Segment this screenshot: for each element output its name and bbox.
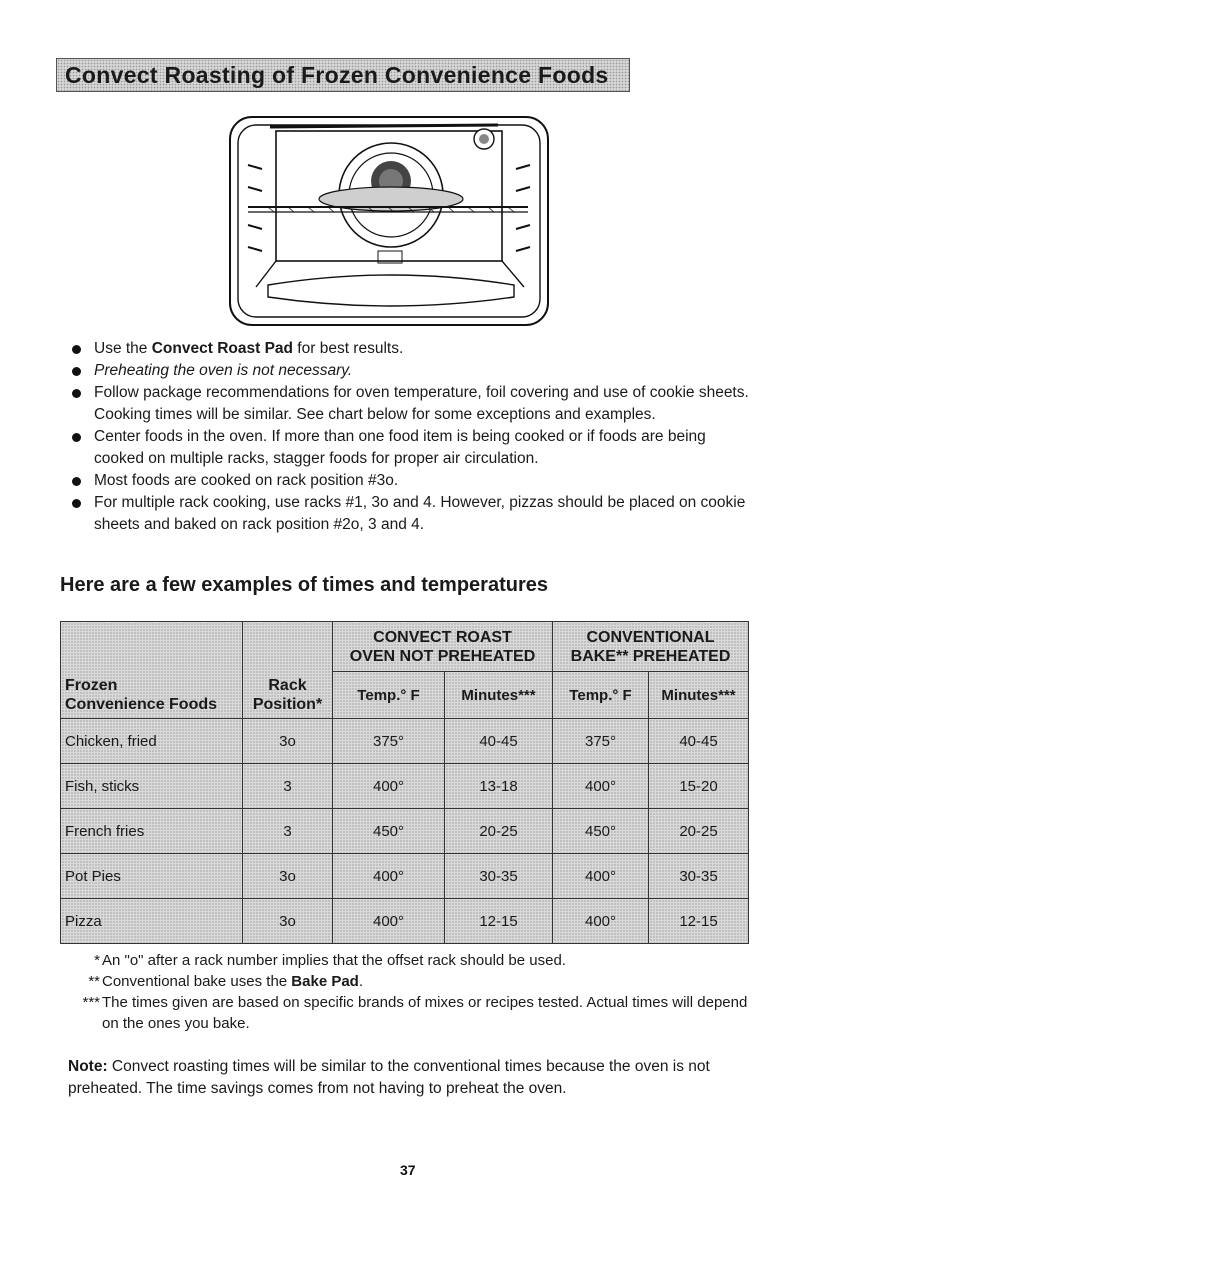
header-minutes-convect: Minutes***: [445, 672, 553, 719]
header-temp-convect: Temp.° F: [333, 672, 445, 719]
header-convect-roast: CONVECT ROAST OVEN NOT PREHEATED: [333, 622, 553, 672]
cell-rack: 3o: [243, 899, 333, 944]
cell-temp-conventional: 400°: [553, 854, 649, 899]
header-minutes-conventional: Minutes***: [649, 672, 749, 719]
note-text: Convect roasting times will be similar to the conventional times because the oven is not preheated. The time savings comes from not having to preheat the oven.: [68, 1058, 710, 1097]
cell-food: Fish, sticks: [61, 764, 243, 809]
list-item: Use the Convect Roast Pad for best results.: [70, 338, 750, 360]
cell-food: French fries: [61, 809, 243, 854]
times-table: [60, 621, 749, 944]
cell-food: Chicken, fried: [61, 719, 243, 764]
cell-temp-convect: 400°: [333, 764, 445, 809]
cell-minutes-convect: 40-45: [445, 719, 553, 764]
cell-minutes-conventional: 30-35: [649, 854, 749, 899]
cell-minutes-conventional: 12-15: [649, 899, 749, 944]
cell-food: Pot Pies: [61, 854, 243, 899]
list-item: Preheating the oven is not necessary.: [70, 360, 750, 382]
cell-minutes-convect: 20-25: [445, 809, 553, 854]
cell-minutes-convect: 30-35: [445, 854, 553, 899]
list-item: For multiple rack cooking, use racks #1, 3o and 4. However, pizzas should be placed on cookie sheets and baked on rack position #2o, 3 and 4.: [70, 492, 750, 536]
cell-rack: 3o: [243, 854, 333, 899]
cell-rack: 3: [243, 809, 333, 854]
table-row: [61, 854, 749, 899]
table-row: [61, 899, 749, 944]
note-label: Note:: [68, 1058, 108, 1075]
footnote-times: *** The times given are based on specific brands of mixes or recipes tested. Actual times will depend on the ones you bake.: [82, 994, 748, 1032]
cell-temp-conventional: 450°: [553, 809, 649, 854]
cell-minutes-convect: 13-18: [445, 764, 553, 809]
list-item: Follow package recommendations for oven temperature, foil covering and use of cookie sheets. Cooking times will be similar. See chart below for some exceptions and examples.: [70, 382, 750, 426]
cell-temp-conventional: 400°: [553, 764, 649, 809]
list-item: Center foods in the oven. If more than one food item is being cooked or if foods are being cooked on multiple racks, stagger foods for proper air circulation.: [70, 426, 750, 470]
footnote-offset-rack: * An "o" after a rack number implies that the offset rack should be used.: [94, 952, 566, 969]
header-temp-conventional: Temp.° F: [553, 672, 649, 719]
footnotes: [78, 950, 758, 1034]
cell-temp-convect: 375°: [333, 719, 445, 764]
cell-food: Pizza: [61, 899, 243, 944]
table-row: [61, 764, 749, 809]
list-item: Most foods are cooked on rack position #3o.: [70, 470, 750, 492]
section-heading: Here are a few examples of times and temperatures: [60, 574, 548, 596]
oven-illustration: [228, 115, 550, 327]
cell-temp-convect: 450°: [333, 809, 445, 854]
header-rack-position: Rack Position*: [243, 622, 333, 719]
table-row: [61, 809, 749, 854]
page-number: 37: [400, 1162, 416, 1178]
cell-minutes-conventional: 40-45: [649, 719, 749, 764]
note-paragraph: [68, 1056, 758, 1100]
cell-temp-convect: 400°: [333, 899, 445, 944]
cell-minutes-convect: 12-15: [445, 899, 553, 944]
times-table-wrapper: [60, 621, 748, 944]
table-row: [61, 719, 749, 764]
title-banner: [56, 58, 630, 92]
cell-temp-conventional: 375°: [553, 719, 649, 764]
header-conventional-bake: CONVENTIONAL BAKE** PREHEATED: [553, 622, 749, 672]
page-title: Convect Roasting of Frozen Convenience Foods: [65, 61, 609, 88]
header-frozen-foods: Frozen Convenience Foods: [61, 622, 243, 719]
instruction-list: [70, 338, 750, 536]
footnote-bake-pad: ** Conventional bake uses the Bake Pad.: [88, 973, 364, 990]
cell-rack: 3o: [243, 719, 333, 764]
cell-minutes-conventional: 15-20: [649, 764, 749, 809]
cell-temp-convect: 400°: [333, 854, 445, 899]
cell-rack: 3: [243, 764, 333, 809]
cell-minutes-conventional: 20-25: [649, 809, 749, 854]
cell-temp-conventional: 400°: [553, 899, 649, 944]
